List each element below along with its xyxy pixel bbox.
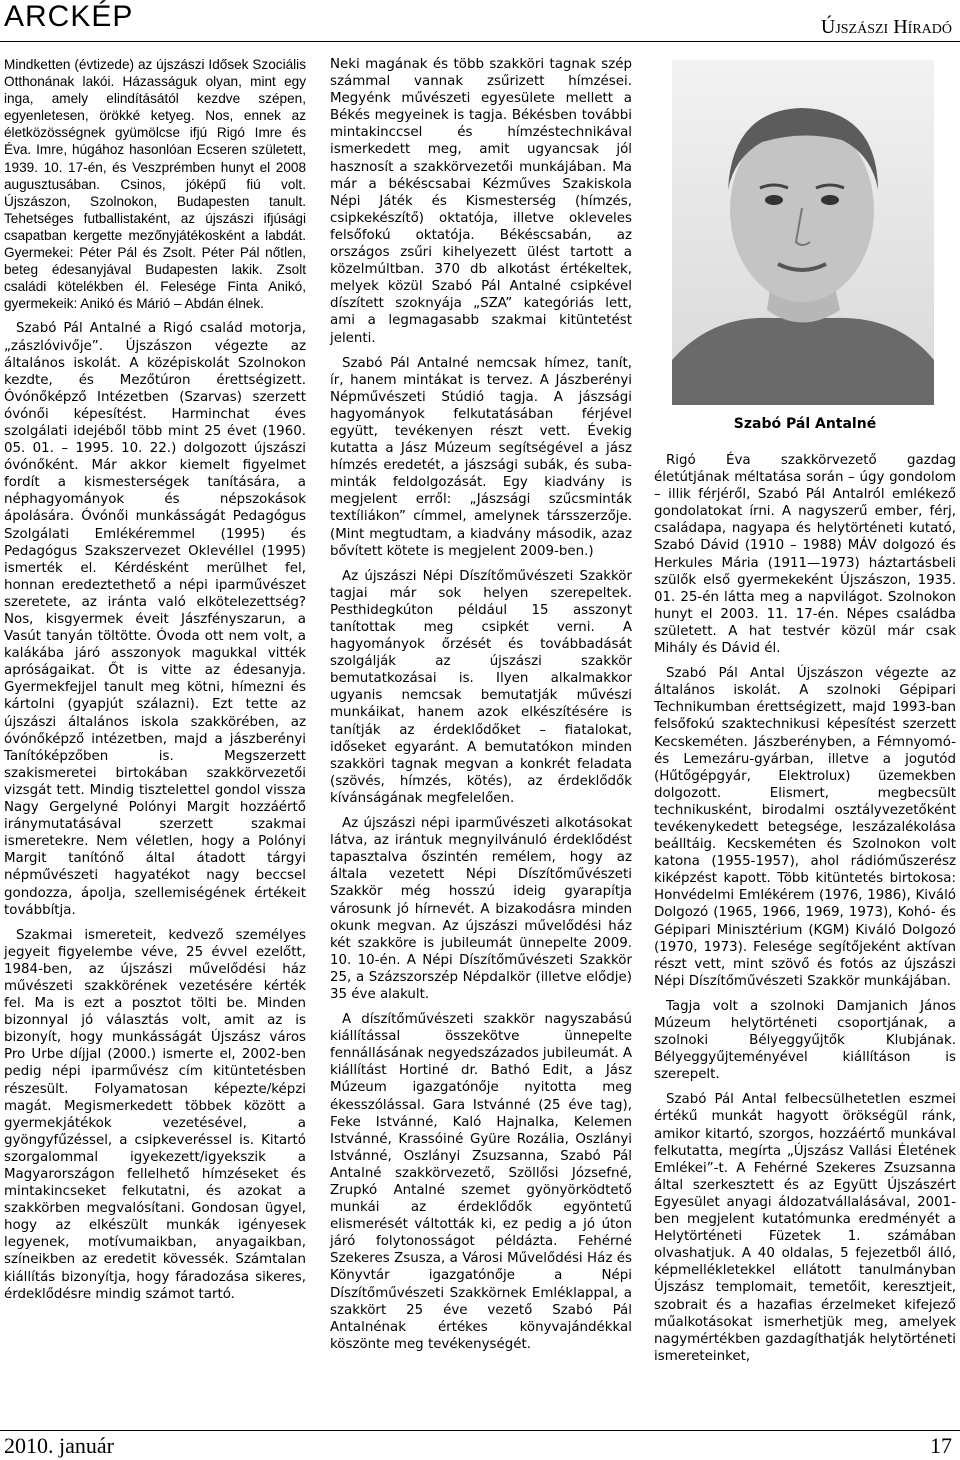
- column-1: [4, 56, 306, 1311]
- paragraph: Mindketten (évtizede) az újszászi Idősek Szociális Otthonának lakói. Házasságuk olyan, mint egy inga, amely elindításától kezdve szépen, egyenletesen, örökké ketyeg. Nos, ennek az életközösségnek gyümölcse ifjú Rigó Imre és Éva. Imre, húgához hasonlóan Ecseren született, 1939. 10. 17-én, és Veszprémben hunyt el 2008 augusztusában. Csinos, jóképű fiú volt. Újszászon, Szolnokon, Budapesten tanult. Tehetséges futballistaként, az újszászi ifjúsági csapatban kergette mezőnyjátékosként a labdát. Gyermekei: Péter Pál és Zsolt. Péter Pál nőtlen, beteg édesanyjával Budapesten lakik. Zsolt családi kötelékben él. Felesége Finta Anikó, gyermekeik: Anikó és Márió – Abdán élnek.: [4, 57, 306, 312]
- paragraph: Szabó Pál Antalné a Rigó család motorja, „zászlóvivője”. Újszászon végezte az általános iskolát. A középiskolát Szolnokon kezdte, és Mezőtúron érettségizett. Óvónőképző Intézetben (Szarvas) szerzett óvónői képesítést. Harminchat éves szolgálati idejéből több mint 25 évet (1960. 05. 01. – 1995. 10. 22.) dolgozott újszászi óvónőként. Már akkor kiemelt figyelmet fordít a kismesterségek tanítására, a néphagyományok és népszokások ápolására. Óvónői munkásságát Pedagógus Szolgálati Emlékéremmel (1995) és Pedagógus Szakszervezet Oklevéllel (1995) ismerték el. Kérdésként merülhet fel, honnan eredeztethető a népi iparművészet szeretete, az iránta való elkötelezettség? Nos, kisgyermek éveit Jászfényszarun, a Vasút tanyán töltötte. Óvoda ott nem volt, a kalákába járó asszonyok magukkal vitték apróságaikat. Őt is vitte az édesanyja. Gyermekfejjel tanult meg kötni, hímezni és kártolni (gyapjút szálazni). Ezt tette az újszászi általános iskola szakkörében, az óvónőképző intézetben, majd a jászberényi Tanítóképzőben is. Megszerzett szakismeretei birtokában szakkörvezetői vizsgát tett. Mindig tisztelettel gondol vissza Nagy Gergelyné Polónyi Margit hozzáértő iránymutatásával szerzett szakmai ismeretekre. Nem véletlen, hogy a Polónyi Margit tanítónő által átadott tárgyi népművészeti hagyatékot nagy beccsel gondozza, ápolja, szellemiségének értékeit továbbítja.: [4, 321, 306, 918]
- paragraph: Tagja volt a szolnoki Damjanich János Múzeum helytörténeti csoportjának, a szolnoki Bélyeggyűjtők Klubjának. Bélyeggyűjteményével kiállításon is szerepelt.: [654, 998, 956, 1083]
- portrait-image: [672, 60, 934, 405]
- footer-rule: [0, 1430, 960, 1431]
- column-3: [654, 452, 956, 1373]
- publication-name: Újszászi Híradó: [820, 16, 952, 38]
- header-rule: [0, 41, 960, 42]
- photo-caption: Szabó Pál Antalné: [733, 416, 877, 432]
- paragraph: Az újszászi Népi Díszítőművészeti Szakkör tagjai már sok helyen szerepeltek. Pesthidegkúton például 15 asszonyt tanítottak meg csipkét verni. A hagyományok őrzését és továbbadását szolgálják az újszászi szakkör bemutatkozásai is. Ilyen alkalmakkor ugyanis nemcsak bemutatják művészi munkáikat, hanem azok elkészítésére is tanítják az érdeklődőket – fiatalokat, időseket egyaránt. A bemutatókon minden szakköri tagnak megvan a konkrét feladata (szövés, hímzés, kötés), az érdeklődők kívánságának megfelelően.: [330, 568, 632, 806]
- portrait-photo: [672, 60, 934, 405]
- paragraph: Neki magának és több szakköri tagnak szép számmal vannak zsűrizett hímzései. Megyénk művészeti egyesülete mellett a Békés megyeinek is tagja. Békésben további mintakinccsel és hímzéstechnikával ismerkedett meg, amit ugyancsak jól hasznosít a szakkörvezetői munkájában. Ma már a békéscsabai Kézműves Szakiskola Népi Játék és Kismesterség (hímzés, csipkekészítő) oktatója, illetve okleveles felsőfokú oktatója. Békéscsabán, az országos zsűri kihelyezett ülést tartott a közelmúltban. 370 db alkotást értékeltek, melyek közül Szabó Pál Antalné csipkével díszített szoknyája „SZA” kategóriás lett, ami a legmagasabb szakmai kitüntetést jelenti.: [330, 57, 632, 346]
- paragraph: A díszítőművészeti szakkör nagyszabású kiállítással összekötve ünnepelte fennállásának negyedszázados jubileumát. A kiállítást Hortiné dr. Bathó Edit, a Jász Múzeum igazgatónője nyitotta meg ékesszólással. Gara Istvánné (25 éve tag), Feke Istvánné, Kaló Hajnalka, Kelemen Istvánné, Krassóiné Gyüre Rozália, Oszlányi Istvánné, Oszlányi Zsuzsanna, Szabó Pál Antalné szakkörvezető, Szöllősi Józsefné, Zrupkó Antalné szemet gyönyörködtető munkái az érdeklődők egyöntetű elismerését váltották ki, ez pedig a jó úton járó folytonosságot példázta. Fehérné Szekeres Zsusza, a Városi Művelődési Ház és Könyvtár igazgatónője a Népi Díszítőművészeti Szakkörnek Emléklappal, a szakkört 25 éve vezető Szabó Pál Antalnénak értékes könyvajándékkal köszönte meg tevékenységét.: [330, 1012, 632, 1352]
- page-number: 17: [930, 1433, 952, 1458]
- issue-date: 2010. január: [4, 1433, 114, 1458]
- paragraph: Az újszászi népi iparművészeti alkotásokat látva, az irántuk megnyilvánuló érdeklődést tapasztalva őszintén remélem, hogy az általa vezetett Népi Díszítőművészeti Szakkör még hosszú ideig gyarapítja városunk jó hírnevét. A bizakodásra minden okunk megvan. Az újszászi művelődési ház két szakköre is jubileumát ünnepelte 2009. 10. 10-én. A Népi Díszítőművészeti Szakkör 25, a Százszorszép Népdalkör (illetve elődje) 35 éve alakult.: [330, 816, 632, 1002]
- paragraph: Szabó Pál Antal felbecsülhetetlen eszmei értékű munkát hagyott örökségül ránk, amikor kitartó, szorgos, hozzáértő munkával felkutatta, megírta „Újszász Vallási Életének Emlékei”-t. A Fehérné Szekeres Zsuzsanna által szerkesztett és az Együtt Újszászért Egyesület anyagi áldozatvállalásával, 2001-ben megjelent kutatómunka eredményét a Helytörténeti Füzetek 1. számában olvashatjuk. A 40 oldalas, 5 fejezetből álló, képmellékletekkel ellátott tanulmányban Újszász templomait, temetőit, keresztjeit, szobrait és a hazafias érzelmeket kifejező műalkotásokat ismerhetjük meg, amelyek nagymértékben gazdagíthatják helytörténeti ismereteinket,: [654, 1092, 956, 1364]
- paragraph: Rigó Éva szakkörvezető gazdag életútjának méltatása során – úgy gondolom – illik férjéről, Szabó Pál Antalról emlékező gondolatokat írni. A nagyszerű ember, férj, családapa, nagyapa és helytörténeti kutató, Szabó Dávid (1910 – 1988) MÁV dolgozó és Herkules Mária (1911—1973) háztartásbeli szülők első gyermekeként Újszászon, 1935. 01. 25-én látta meg a napvilágot. Szolnokon hunyt el 2003. 11. 17-én. Népes családba született. A hat testvér közül már csak Mihály és Dávid él.: [654, 453, 956, 657]
- paragraph: Szabó Pál Antal Újszászon végezte az általános iskolát. A szolnoki Gépipari Technikumban érettségizett, majd 1993-ban felsőfokú szaktechnikusi képesítést szerzett Kecskeméten. Jászberényben, a Fémnyomó- és Lemezáru-gyárban, illetve a jogutód (Hűtőgépgyár, Elektrolux) üzemekben dolgozott. Elismert, megbecsült technikusként, birodalmi osztályvezetőként tevékenykedett betegsége, leszázalékolása beálltáig. Kecskeméten és Szolnokon volt katona (1955-1957), ahol rádióműszerész kiképzést kapott. Több kitüntetés birtokosa: Honvédelmi Emlékérem (1976, 1986), Kiváló Dolgozó (1965, 1966, 1969, 1973), Kohó- és Gépipari Minisztérium (KGM) Kiváló Dolgozó (1970, 1973). Felesége segítőjeként aktívan részt vett, mint szövő és fotós az újszászi Népi Díszítőművészeti Szakkör munkájában.: [654, 666, 956, 989]
- section-title: ARCKÉP: [4, 0, 134, 33]
- paragraph: Szakmai ismereteit, kedvező személyes jegyeit figyelembe véve, 25 évvel ezelőtt, 1984-ben, az újszászi művelődési ház művészeti szakkörének vezetésére kérték fel. Ma is ezt a posztot tölti be. Minden bizonnyal jó választás volt, amit az is bizonyít, hogy munkásságát Újszász város Pro Urbe díjjal (2000.) ismerte el, 2002-ben pedig népi iparművész cím kitüntetésben részesült. Folyamatosan képezte/képzi magát. Megismerkedett többek között a gyermekjátékok vezetésével, a gyöngyfűzéssel, a csipkeveréssel is. Kitartó szorgalommal igyekezett/igyekszik a Magyarországon fellelhető hímzéseket és mintakincseket felkutatni, és azokat a szakkörben megvalósítani. Gondosan ügyel, hogy az elkészült munkák igényesek legyenek, motívumaikban, anyagaikban, színeikben az eredetit kövessék. Számtalan kiállítás bizonyítja, hogy fáradozása sikeres, érdeklődésre mindig számot tartó.: [4, 927, 306, 1302]
- column-2: [330, 56, 632, 1361]
- paragraph: Szabó Pál Antalné nemcsak hímez, tanít, ír, hanem mintákat is tervez. A Jászberényi Népművészeti Stúdió tagja. A jászsági hagyományok felkutatásában férjével együtt, tevékenyen részt vett. Évekig kutatta a Jász Múzeum segítségével a jász hímzés eredetét, a jászsági subák, és suba-minták feldolgozását. Egy kiadvány is megjelent erről: „Jászsági szűcsminták textíliákon” címmel, amelynek társszerzője. (Mint megtudtam, a kiadvány második, azaz bővített kötete is megjelent 2009-ben.): [330, 355, 632, 559]
